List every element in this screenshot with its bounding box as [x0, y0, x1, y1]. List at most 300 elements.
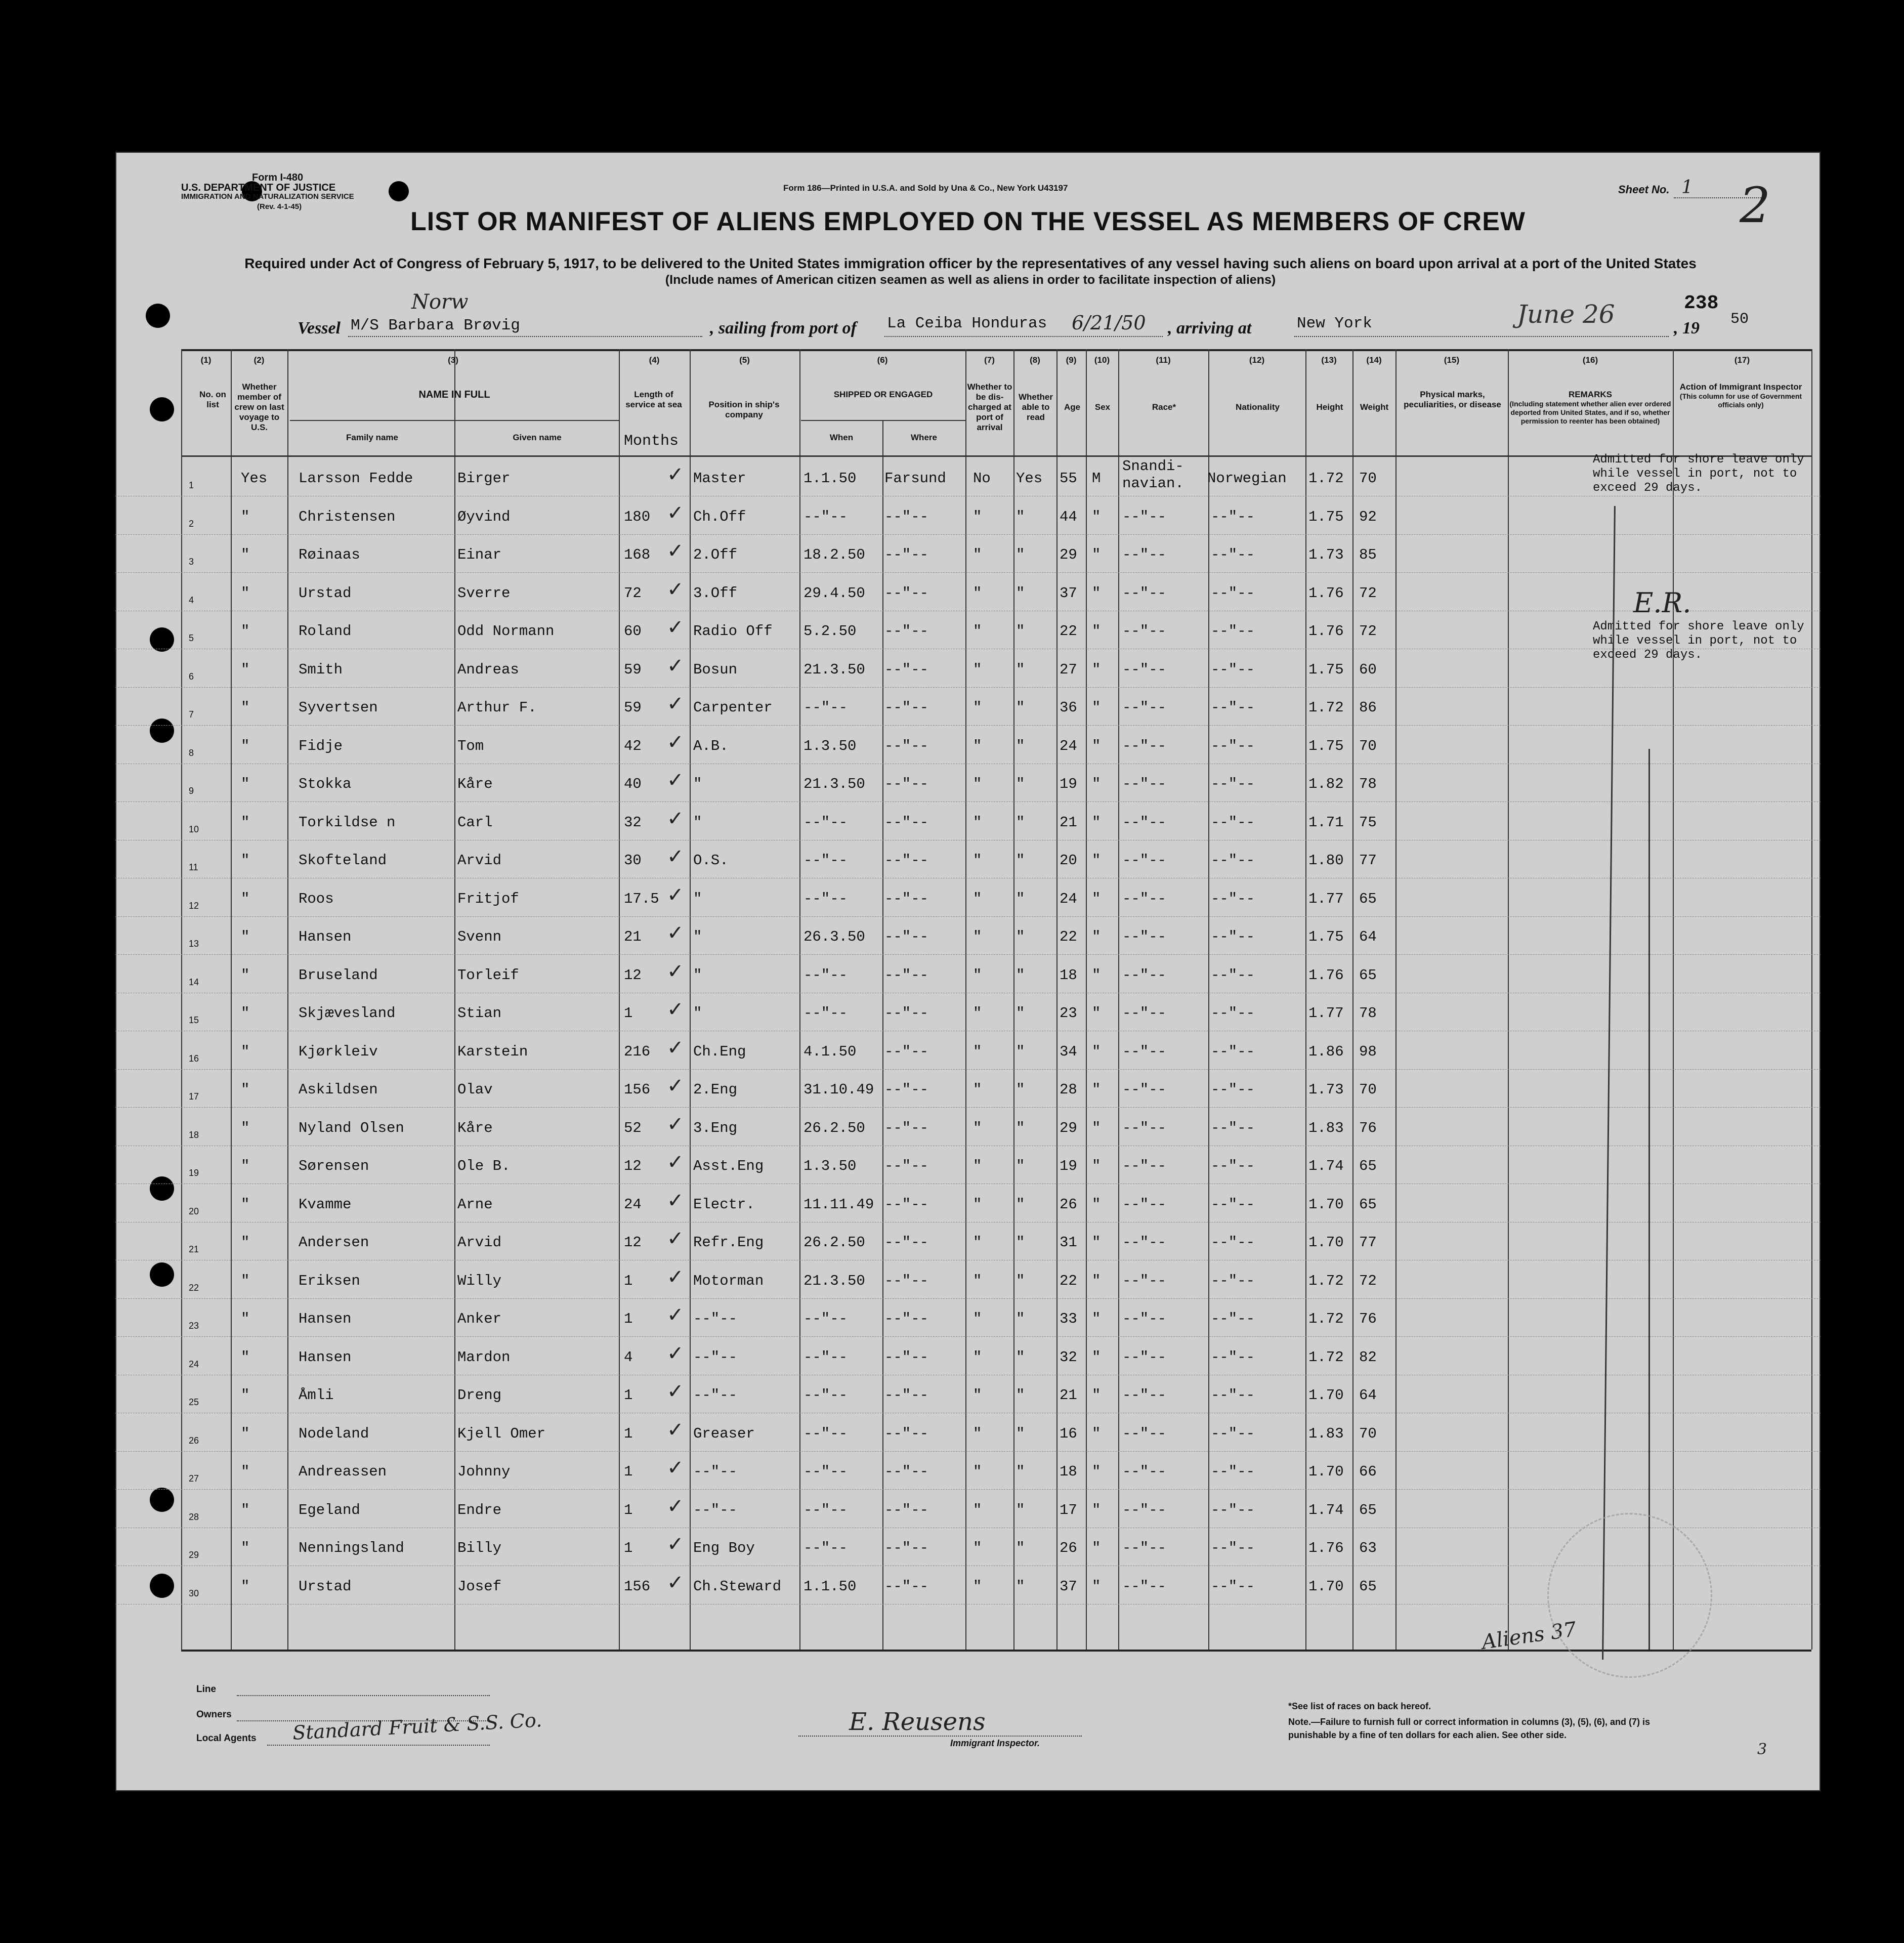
cell-position: --"-- [693, 1311, 738, 1327]
cell-shipped-when: --"-- [803, 814, 848, 831]
agents-underline [267, 1745, 490, 1746]
cell-family-name: Larsson Fedde [299, 470, 413, 487]
cell-shipped-when: 1.1.50 [803, 1578, 857, 1595]
cell-length-service: 156 [624, 1081, 651, 1098]
cell-height: 1.76 [1308, 1540, 1344, 1556]
cell-prev-voyage: " [241, 1425, 250, 1442]
cell-shipped-when: --"-- [803, 1348, 848, 1366]
cell-shipped-when: 1.3.50 [803, 1158, 857, 1174]
cell-nationality: --"-- [1211, 1501, 1255, 1518]
head-position-text: Position in ship's company [708, 400, 780, 419]
check-mark-icon: ✓ [667, 463, 684, 486]
cell-age: 19 [1060, 776, 1077, 792]
cell-family-name: Nodeland [299, 1425, 369, 1442]
row-number: 15 [189, 1015, 199, 1025]
remarks-pen-line-2 [1648, 749, 1650, 1650]
row-number: 29 [189, 1550, 199, 1560]
check-mark-icon: ✓ [667, 577, 684, 601]
cell-given-name: Carl [457, 814, 493, 831]
cell-age: 24 [1060, 737, 1077, 754]
cell-nationality: --"-- [1211, 966, 1255, 984]
penalty-note: Note.—Failure to furnish full or correct information in columns (3), (5), (6), and (7) is punishable by a fine of ten dollars for each alien. See other side. [1288, 1717, 1651, 1740]
cell-age: 27 [1060, 661, 1077, 678]
column-number: (9) [1066, 355, 1077, 365]
cell-position: Motorman [693, 1272, 764, 1289]
cell-able-to-read: " [1016, 699, 1025, 716]
cell-age: 18 [1060, 966, 1077, 984]
cell-height: 1.80 [1308, 852, 1344, 869]
column-number: (17) [1734, 355, 1750, 365]
cell-discharged: " [973, 1081, 982, 1098]
cell-prev-voyage: " [241, 1234, 250, 1251]
table-row [115, 611, 1821, 649]
sheet-number: 1 [1681, 177, 1693, 198]
cell-length-service: 60 [624, 623, 642, 640]
head-shipped-text: SHIPPED OR ENGAGED [833, 390, 933, 399]
cell-length-service: 4 [624, 1348, 633, 1366]
agency-sub: IMMIGRATION AND NATURALIZATION SERVICE [181, 192, 354, 201]
cell-nationality: --"-- [1211, 508, 1255, 525]
agency-top: U.S. DEPARTMENT OF JUSTICE [181, 182, 336, 193]
row-number: 7 [189, 709, 194, 720]
cell-prev-voyage: " [241, 966, 250, 984]
head-no [199, 390, 227, 410]
cell-sex: " [1092, 1081, 1101, 1098]
check-mark-icon: ✓ [667, 539, 684, 563]
cell-shipped-when: 1.1.50 [803, 470, 857, 487]
cell-shipped-where: --"-- [884, 508, 929, 525]
cell-prev-voyage: " [241, 508, 250, 525]
cell-shipped-where: --"-- [884, 966, 929, 984]
printer-line: Form 186—Printed in U.S.A. and Sold by Una & Co., New York U43197 [783, 183, 1068, 193]
head-position [692, 400, 796, 420]
head-race: Race* [1152, 402, 1176, 412]
column-number: (6) [877, 355, 888, 365]
cell-discharged: " [973, 1043, 982, 1060]
cell-given-name: Karstein [457, 1043, 528, 1060]
cell-discharged: " [973, 737, 982, 754]
cell-family-name: Urstad [299, 1578, 352, 1595]
cell-nationality: --"-- [1211, 1196, 1255, 1213]
cell-length-service: 59 [624, 699, 642, 716]
head-prev-voyage [233, 382, 286, 433]
cell-sex: " [1092, 1387, 1101, 1404]
cell-weight: 78 [1359, 776, 1377, 792]
form-rev: (Rev. 4-1-45) [257, 202, 302, 211]
column-number: (11) [1156, 355, 1171, 365]
cell-nationality: --"-- [1211, 1578, 1255, 1595]
cell-length-service: 52 [624, 1119, 642, 1136]
cell-prev-voyage: " [241, 1348, 250, 1366]
cell-shipped-where: --"-- [884, 584, 929, 602]
year-prefix: , 19 [1674, 319, 1700, 337]
check-mark-icon: ✓ [667, 1074, 684, 1097]
cell-discharged: " [973, 1119, 982, 1136]
cell-race: --"-- [1122, 1158, 1167, 1174]
cell-sex: " [1092, 661, 1101, 678]
cell-shipped-where: --"-- [884, 1425, 929, 1442]
cell-shipped-where: --"-- [884, 852, 929, 869]
cell-shipped-where: --"-- [884, 1578, 929, 1595]
cell-sex: " [1092, 1272, 1101, 1289]
cell-sex: " [1092, 699, 1101, 716]
cell-weight: 65 [1359, 1501, 1377, 1518]
cell-given-name: Fritjof [457, 890, 519, 907]
cell-sex: " [1092, 508, 1101, 525]
cell-position: " [693, 1005, 702, 1022]
cell-able-to-read: " [1016, 1081, 1025, 1098]
cell-given-name: Odd Normann [457, 623, 555, 640]
cell-family-name: Andersen [299, 1234, 369, 1251]
cell-given-name: Mardon [457, 1348, 511, 1366]
cell-length-service: 1 [624, 1311, 633, 1327]
cell-age: 24 [1060, 890, 1077, 907]
cell-weight: 85 [1359, 546, 1377, 563]
cell-shipped-where: --"-- [884, 699, 929, 716]
column-number: (4) [649, 355, 660, 365]
cell-length-service: 180 [624, 508, 651, 525]
head-discharged-text: Whether to be dis-charged at port of arrival [967, 382, 1012, 432]
cell-position: " [693, 814, 702, 831]
cell-sex: " [1092, 737, 1101, 754]
cell-shipped-when: 31.10.49 [803, 1081, 874, 1098]
vessel-hand-note: Norw [411, 290, 469, 314]
cell-weight: 76 [1359, 1311, 1377, 1327]
sheet-label: Sheet No. [1618, 183, 1670, 196]
cell-nationality: --"-- [1211, 814, 1255, 831]
cell-prev-voyage: Yes [241, 470, 268, 487]
head-remarks-text: REMARKS [1569, 390, 1612, 399]
cell-family-name: Egeland [299, 1501, 360, 1518]
cell-shipped-where: --"-- [884, 1463, 929, 1480]
row-number: 6 [189, 671, 194, 682]
row-number: 25 [189, 1397, 199, 1407]
cell-race: --"-- [1122, 966, 1167, 984]
cell-shipped-when: --"-- [803, 852, 848, 869]
cell-sex: " [1092, 1425, 1101, 1442]
cell-able-to-read: " [1016, 584, 1025, 602]
cell-position: A.B. [693, 737, 729, 754]
table-row [115, 726, 1821, 764]
table-row [115, 1337, 1821, 1375]
cell-discharged: " [973, 966, 982, 984]
table-row [115, 1069, 1821, 1108]
check-mark-icon: ✓ [667, 959, 684, 983]
cell-family-name: Bruseland [299, 966, 378, 984]
cell-weight: 65 [1359, 1158, 1377, 1174]
head-family: Family name [346, 433, 398, 442]
cell-age: 28 [1060, 1081, 1077, 1098]
head-read [1015, 392, 1056, 423]
cell-able-to-read: " [1016, 1578, 1025, 1595]
table-row [115, 916, 1821, 955]
table-row [115, 496, 1821, 535]
cell-able-to-read: " [1016, 546, 1025, 563]
check-mark-icon: ✓ [667, 1036, 684, 1060]
cell-age: 29 [1060, 546, 1077, 563]
cell-able-to-read: " [1016, 776, 1025, 792]
cell-shipped-where: --"-- [884, 1501, 929, 1518]
port-from: La Ceiba Honduras [887, 315, 1047, 332]
cell-race: --"-- [1122, 1119, 1167, 1136]
head-action-note: (This column for use of Government officials only) [1679, 392, 1802, 409]
head-read-text: Whether able to read [1019, 392, 1053, 422]
cell-weight: 70 [1359, 1425, 1377, 1442]
port-underline [884, 336, 1163, 337]
cell-nationality: --"-- [1211, 1387, 1255, 1404]
row-number: 20 [189, 1206, 199, 1216]
cell-weight: 64 [1359, 1387, 1377, 1404]
cell-family-name: Skjævesland [299, 1005, 396, 1022]
corner-mark: 2 [1740, 177, 1771, 234]
column-number: (14) [1366, 355, 1382, 365]
punch-hole [150, 397, 174, 421]
cell-sex: " [1092, 1234, 1101, 1251]
cell-sex: " [1092, 584, 1101, 602]
cell-discharged: No [973, 470, 991, 487]
cell-given-name: Stian [457, 1005, 502, 1022]
cell-shipped-where: --"-- [884, 890, 929, 907]
cell-discharged: " [973, 890, 982, 907]
cell-sex: " [1092, 1578, 1101, 1595]
cell-race: --"-- [1122, 737, 1167, 754]
cell-shipped-when: 21.3.50 [803, 661, 865, 678]
row-number: 10 [189, 824, 199, 834]
year: 50 [1730, 311, 1749, 328]
cell-race: --"-- [1122, 661, 1167, 678]
cell-sex: " [1092, 814, 1101, 831]
cell-age: 22 [1060, 928, 1077, 945]
cell-weight: 76 [1359, 1119, 1377, 1136]
cell-able-to-read: " [1016, 1501, 1025, 1518]
table-row [115, 1222, 1821, 1260]
sailing-label: , sailing from port of [710, 319, 857, 337]
cell-nationality: --"-- [1211, 1043, 1255, 1060]
cell-given-name: Kåre [457, 1119, 493, 1136]
cell-height: 1.72 [1308, 1311, 1344, 1327]
remark-row-5: Admitted for shore leave only while vessel in port, not to exceed 29 days. [1593, 620, 1804, 662]
row-number: 27 [189, 1473, 199, 1484]
cell-family-name: Kjørkleiv [299, 1043, 378, 1060]
cell-height: 1.75 [1308, 928, 1344, 945]
cell-nationality: --"-- [1211, 699, 1255, 716]
head-months: Months [624, 433, 679, 450]
cell-age: 17 [1060, 1501, 1077, 1518]
cell-able-to-read: " [1016, 508, 1025, 525]
cell-age: 18 [1060, 1463, 1077, 1480]
cell-able-to-read: " [1016, 852, 1025, 869]
cell-able-to-read: " [1016, 1463, 1025, 1480]
cell-length-service: 1 [624, 1540, 633, 1556]
head-height: Height [1316, 402, 1343, 412]
check-mark-icon: ✓ [667, 1151, 684, 1174]
column-number: (2) [253, 355, 265, 365]
cell-family-name: Skofteland [299, 852, 387, 869]
table-row [115, 1413, 1821, 1452]
head-length [620, 390, 687, 410]
cell-height: 1.74 [1308, 1501, 1344, 1518]
cell-length-service: 1 [624, 1272, 633, 1289]
check-mark-icon: ✓ [667, 883, 684, 907]
cell-height: 1.70 [1308, 1387, 1344, 1404]
cell-height: 1.77 [1308, 890, 1344, 907]
cell-shipped-when: 21.3.50 [803, 1272, 865, 1289]
head-no-text: No. on list [199, 390, 226, 409]
cell-prev-voyage: " [241, 1578, 250, 1595]
cell-discharged: " [973, 1234, 982, 1251]
cell-shipped-when: 5.2.50 [803, 623, 857, 640]
head-physical [1398, 390, 1507, 410]
cell-family-name: Kvamme [299, 1196, 352, 1213]
cell-position: Eng Boy [693, 1540, 755, 1556]
check-mark-icon: ✓ [667, 1571, 684, 1594]
cell-length-service: 1 [624, 1463, 633, 1480]
cell-shipped-when: --"-- [803, 1463, 848, 1480]
cell-race: --"-- [1122, 814, 1167, 831]
cell-prev-voyage: " [241, 661, 250, 678]
table-row [115, 993, 1821, 1031]
cell-height: 1.82 [1308, 776, 1344, 792]
cell-family-name: Askildsen [299, 1081, 378, 1098]
head-physical-text: Physical marks, peculiarities, or disease [1404, 390, 1501, 409]
column-number: (3) [448, 355, 458, 365]
cell-family-name: Sørensen [299, 1158, 369, 1174]
cell-shipped-when: --"-- [803, 1501, 848, 1518]
cell-prev-voyage: " [241, 1196, 250, 1213]
cell-shipped-where: --"-- [884, 1234, 929, 1251]
cell-discharged: " [973, 584, 982, 602]
cell-family-name: Åmli [299, 1387, 334, 1404]
cell-position: Bosun [693, 661, 738, 678]
cell-weight: 65 [1359, 1578, 1377, 1595]
cell-weight: 72 [1359, 623, 1377, 640]
cell-height: 1.71 [1308, 814, 1344, 831]
cell-nationality: --"-- [1211, 852, 1255, 869]
row-number: 21 [189, 1244, 199, 1254]
cell-age: 37 [1060, 1578, 1077, 1595]
cell-shipped-when: --"-- [803, 508, 848, 525]
cell-age: 55 [1060, 470, 1077, 487]
cell-length-service: 72 [624, 584, 642, 602]
cell-sex: " [1092, 928, 1101, 945]
cell-prev-voyage: " [241, 1272, 250, 1289]
cell-height: 1.75 [1308, 661, 1344, 678]
cell-given-name: Willy [457, 1272, 502, 1289]
cell-race: --"-- [1122, 584, 1167, 602]
cell-nationality: --"-- [1211, 1463, 1255, 1480]
form-id: Form I-480 [252, 172, 304, 183]
cell-nationality: --"-- [1211, 1272, 1255, 1289]
cell-able-to-read: " [1016, 1425, 1025, 1442]
table-top-rule [181, 349, 1811, 351]
check-mark-icon: ✓ [667, 1533, 684, 1556]
cell-able-to-read: " [1016, 1272, 1025, 1289]
cell-nationality: Norwegian [1207, 470, 1287, 487]
cell-race: --"-- [1122, 1081, 1167, 1098]
cell-nationality: --"-- [1211, 1311, 1255, 1327]
cell-prev-voyage: " [241, 1311, 250, 1327]
cell-family-name: Christensen [299, 508, 396, 525]
cell-shipped-when: 26.2.50 [803, 1234, 865, 1251]
stamp-number: 238 [1684, 292, 1719, 314]
column-number: (1) [200, 355, 211, 365]
check-mark-icon: ✓ [667, 921, 684, 945]
cell-length-service: 1 [624, 1425, 633, 1442]
cell-position: Ch.Eng [693, 1043, 746, 1060]
cell-age: 21 [1060, 814, 1077, 831]
cell-discharged: " [973, 508, 982, 525]
table-row [115, 1146, 1821, 1184]
cell-race: --"-- [1122, 508, 1167, 525]
cell-nationality: --"-- [1211, 546, 1255, 563]
cell-weight: 64 [1359, 928, 1377, 945]
row-number: 3 [189, 557, 194, 567]
cell-shipped-where: --"-- [884, 814, 929, 831]
cell-age: 22 [1060, 623, 1077, 640]
cell-age: 29 [1060, 1119, 1077, 1136]
cell-sex: " [1092, 1043, 1101, 1060]
cell-sex: " [1092, 546, 1101, 563]
head-weight: Weight [1360, 402, 1389, 412]
cell-sex: " [1092, 1463, 1101, 1480]
cell-able-to-read: " [1016, 928, 1025, 945]
cell-sex: " [1092, 1196, 1101, 1213]
cell-shipped-when: 21.3.50 [803, 776, 865, 792]
table-row [115, 1031, 1821, 1070]
cell-height: 1.83 [1308, 1119, 1344, 1136]
head-given: Given name [513, 433, 562, 442]
footer-corner-mark: 3 [1757, 1741, 1767, 1758]
cell-sex: " [1092, 1158, 1101, 1174]
cell-nationality: --"-- [1211, 776, 1255, 792]
manifest-sheet [115, 152, 1821, 1791]
cell-length-service: 40 [624, 776, 642, 792]
cell-family-name: Fidje [299, 737, 343, 754]
line-label: Line [196, 1684, 217, 1695]
cell-position: 3.Off [693, 584, 738, 602]
cell-shipped-where: --"-- [884, 1043, 929, 1060]
cell-shipped-where: --"-- [884, 1005, 929, 1022]
cell-age: 34 [1060, 1043, 1077, 1060]
cell-weight: 66 [1359, 1463, 1377, 1480]
cell-prev-voyage: " [241, 814, 250, 831]
cell-discharged: " [973, 1158, 982, 1174]
cell-height: 1.72 [1308, 699, 1344, 716]
cell-able-to-read: " [1016, 623, 1025, 640]
column-number: (5) [739, 355, 750, 365]
cell-length-service: 42 [624, 737, 642, 754]
cell-family-name: Hansen [299, 1348, 352, 1366]
cell-weight: 82 [1359, 1348, 1377, 1366]
cell-shipped-where: --"-- [884, 1081, 929, 1098]
cell-height: 1.74 [1308, 1158, 1344, 1174]
cell-race: --"-- [1122, 1425, 1167, 1442]
cell-discharged: " [973, 1425, 982, 1442]
cell-discharged: " [973, 1463, 982, 1480]
cell-discharged: " [973, 1348, 982, 1366]
cell-shipped-when: --"-- [803, 966, 848, 984]
cell-discharged: " [973, 1578, 982, 1595]
cell-shipped-when: 11.11.49 [803, 1196, 874, 1213]
line-underline [237, 1695, 490, 1696]
cell-weight: 65 [1359, 1196, 1377, 1213]
cell-age: 37 [1060, 584, 1077, 602]
column-number: (10) [1094, 355, 1110, 365]
cell-age: 26 [1060, 1540, 1077, 1556]
cell-given-name: Øyvind [457, 508, 511, 525]
cell-nationality: --"-- [1211, 1425, 1255, 1442]
cell-family-name: Urstad [299, 584, 352, 602]
